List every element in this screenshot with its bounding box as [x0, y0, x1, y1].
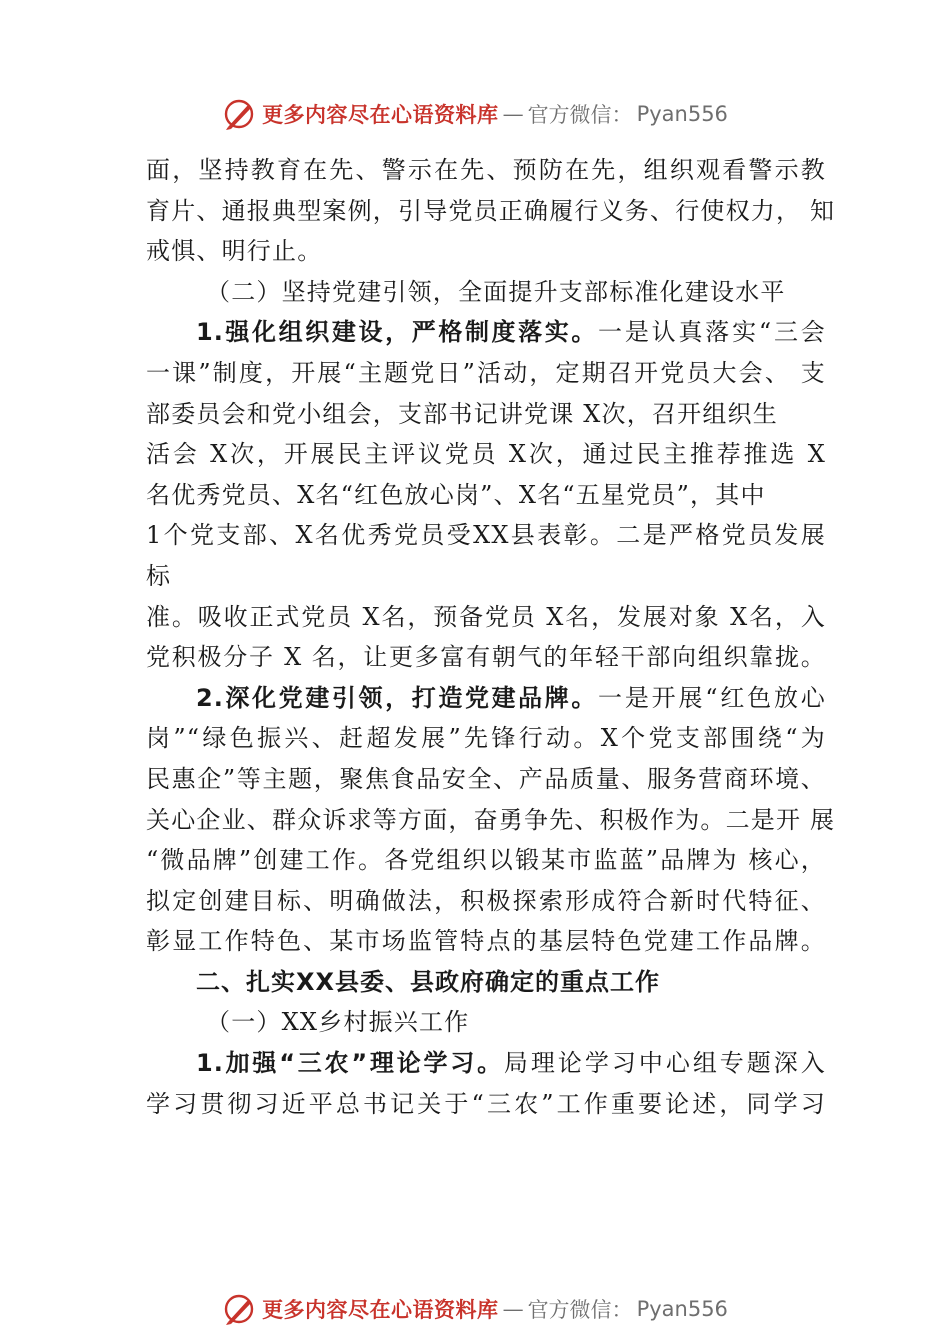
- header-watermark-banner: [0, 94, 950, 134]
- banner-wechat-id: Pyan556: [636, 102, 728, 126]
- section-heading-key-work: 二、扎实XX县委、县政府确定的重点工作: [196, 967, 661, 996]
- footer-watermark-banner: [0, 1289, 950, 1329]
- subsection-heading-rural-revitalization: （一）XX乡村振兴工作: [206, 1008, 470, 1037]
- pen-circle-logo-icon: [222, 1292, 256, 1326]
- pen-circle-logo-icon: [222, 97, 256, 131]
- bold-lead: 1.加强“三农”理论学习。: [196, 1049, 504, 1078]
- document-body: [146, 150, 836, 1124]
- banner-dash: —: [502, 102, 524, 126]
- text-line: 育片、通报典型案例，引导党员正确履行义务、行使权力， 知: [146, 196, 836, 225]
- text-line: 面，坚持教育在先、警示在先、预防在先，组织观看警示教: [146, 156, 826, 184]
- text-line: 彰显工作特色、某市场监管特点的基层特色党建工作品牌。: [146, 927, 826, 956]
- text-line: [146, 678, 826, 719]
- bold-lead: 2.深化党建引领，打造党建品牌。: [196, 683, 599, 712]
- banner-wechat-label: 官方微信：: [527, 1298, 633, 1322]
- banner-dash: —: [502, 1297, 524, 1321]
- text-line: 岗”“绿色振兴、赶超发展”先锋行动。X个党支部围绕“为: [146, 724, 826, 753]
- banner-brand-text: 更多内容尽在心语资料库: [262, 102, 499, 127]
- text-line: 学习贯彻习近平总书记关于“三农”工作重要论述，同学习: [146, 1089, 826, 1118]
- banner-wechat-id: Pyan556: [636, 1297, 728, 1321]
- text-run: 一是认真落实“三会: [598, 318, 826, 347]
- text-line: 标: [146, 561, 172, 590]
- text-line: 一课”制度，开展“主题党日”活动，定期召开党员大会、 支: [146, 358, 826, 387]
- text-line: 戒惧、明行止。: [146, 237, 323, 266]
- text-line: 拟定创建目标、明确做法，积极探索形成符合新时代特征、: [146, 886, 826, 915]
- text-run: 一是开展“红色放心: [598, 683, 826, 712]
- text-line: [146, 312, 826, 353]
- paragraph-warning-education: [146, 150, 836, 272]
- paragraph-organization-building: [146, 312, 826, 677]
- text-line: 民惠企”等主题，聚焦食品安全、产品质量、服务营商环境、: [146, 764, 826, 793]
- paragraph-sannong-study: [146, 1043, 826, 1124]
- text-line: 党积极分子 X 名，让更多富有朝气的年轻干部向组织靠拢。: [146, 643, 826, 672]
- text-line: 准。吸收正式党员 X名，预备党员 X名，发展对象 X名，入: [146, 602, 826, 631]
- bold-lead: 1.强化组织建设，严格制度落实。: [196, 318, 599, 347]
- paragraph-party-brand: [146, 678, 836, 962]
- text-line: “微品牌”创建工作。各党组织以锻某市监蓝”品牌为 核心，: [146, 846, 826, 875]
- text-line: 部委员会和党小组会，支部书记讲党课 X次，召开组织生: [146, 399, 778, 428]
- text-run: 局理论学习中心组专题深入: [503, 1049, 826, 1078]
- text-line: 活会 X次，开展民主评议党员 X次，通过民主推荐推选 X: [146, 440, 826, 469]
- banner-wechat-label: 官方微信：: [527, 103, 633, 127]
- banner-brand-text: 更多内容尽在心语资料库: [262, 1297, 499, 1322]
- text-line: 名优秀党员、X名“红色放心岗”、X名“五星党员”，其中: [146, 480, 766, 509]
- section-heading-party-building: （二）坚持党建引领，全面提升支部标准化建设水平: [206, 277, 786, 306]
- text-line: 关心企业、群众诉求等方面，奋勇争先、积极作为。二是开 展: [146, 805, 836, 834]
- text-line: [146, 1043, 826, 1084]
- text-line: 1个党支部、X名优秀党员受XX县表彰。二是严格党员发展: [146, 521, 826, 550]
